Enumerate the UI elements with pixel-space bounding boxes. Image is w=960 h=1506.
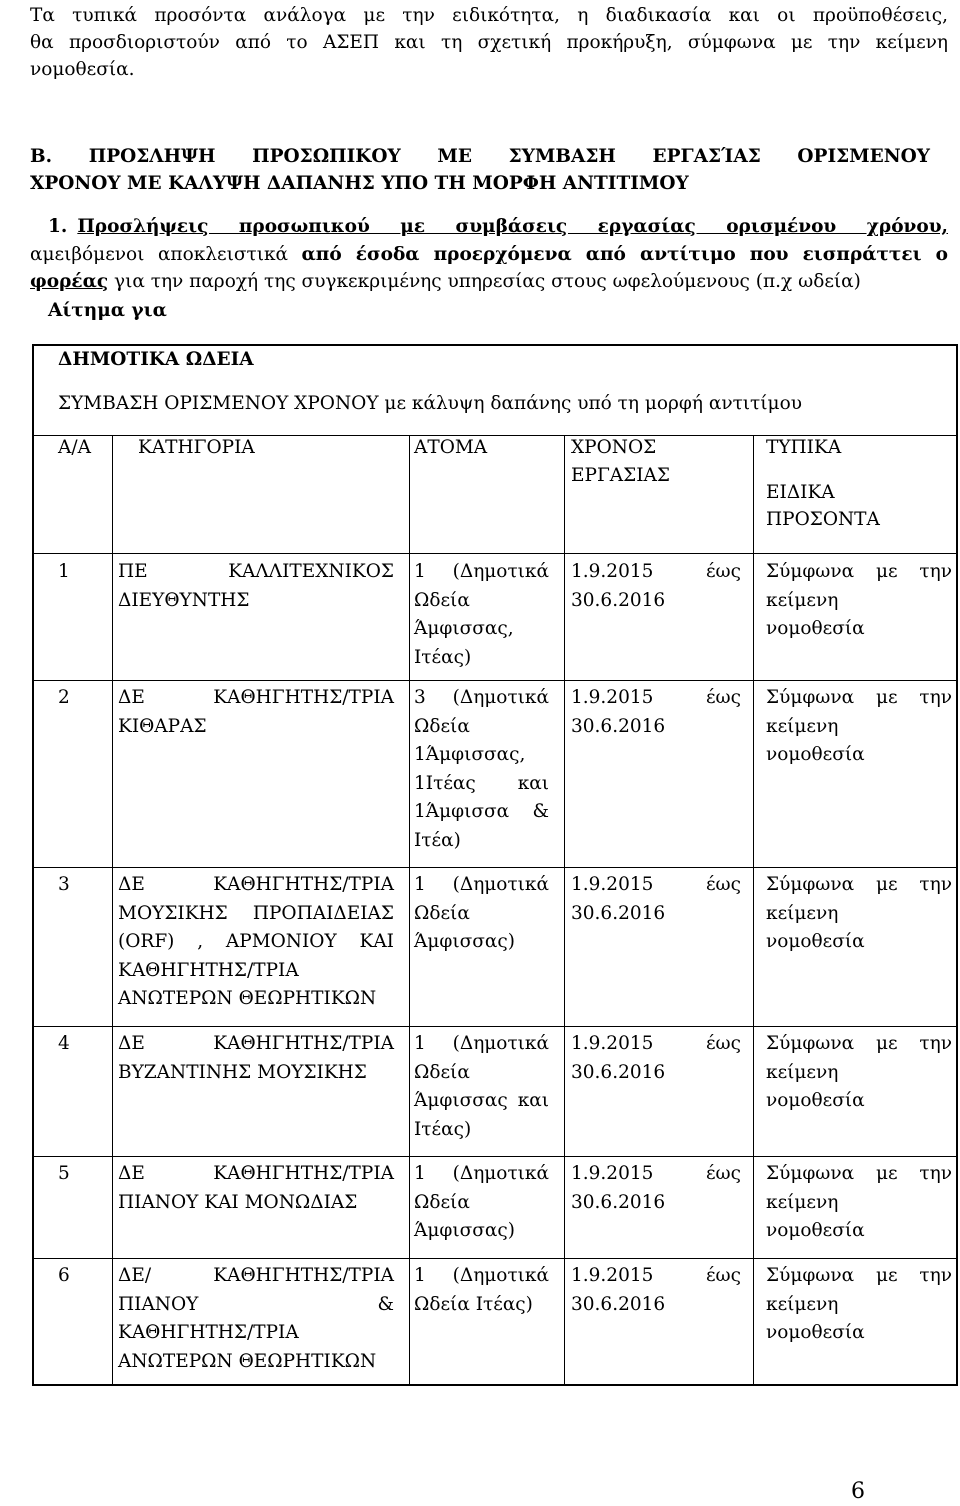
category-line: ΑΝΩΤΕΡΩΝ ΘΕΩΡΗΤΙΚΩΝ (118, 1350, 377, 1372)
persons-line: 1 (Δημοτικά (414, 874, 549, 895)
header-persons: ΑΤΟΜΑ (414, 437, 488, 458)
persons-line: Άμφισσας και (414, 1090, 549, 1111)
intro-line-2: θα προσδιοριστούν από το ΑΣΕΠ και τη σχετική προκήρυξη, σύμφωνα με την κείμενη (30, 32, 948, 53)
row-number: 2 (58, 687, 70, 708)
category-line: ΠΕ ΚΑΛΛΙΤΕΧΝΙΚΟΣ (118, 561, 394, 582)
row-divider (34, 1026, 956, 1027)
persons-line: 1Ιτέας και (414, 772, 549, 794)
persons-line: Ιτέα) (414, 829, 461, 851)
qualifications-line: Σύμφωνα με την (766, 1163, 952, 1184)
header-qualifications-1: ΤΥΠΙΚΑ (766, 437, 842, 458)
persons-line: 1 (Δημοτικά (414, 1265, 549, 1286)
category-line: (ORF) , ΑΡΜΟΝΙΟΥ ΚΑΙ (118, 931, 394, 952)
persons-line: Άμφισσας, (414, 618, 514, 639)
col-divider-4 (753, 435, 754, 1384)
persons-line: Ωδεία (414, 715, 470, 737)
persons-line: Ωδεία (414, 1061, 470, 1083)
persons-line: 1 (Δημοτικά (414, 1033, 549, 1054)
persons-line: Ιτέας) (414, 646, 472, 668)
item-1-line-3 (30, 268, 948, 295)
row-divider (34, 867, 956, 868)
qualifications-line: νομοθεσία (766, 1090, 865, 1111)
persons-line: Ωδεία (414, 902, 470, 924)
qualifications-line: νομοθεσία (766, 1220, 865, 1241)
persons-line: Ωδεία (414, 589, 470, 611)
page-number: 6 (851, 1479, 865, 1504)
qualifications-line: νομοθεσία (766, 744, 865, 765)
category-line: ΑΝΩΤΕΡΩΝ ΘΕΩΡΗΤΙΚΩΝ (118, 988, 377, 1009)
row-divider (34, 1258, 956, 1259)
row-number: 3 (58, 874, 70, 895)
work-period-line: 30.6.2016 (571, 589, 666, 611)
section-b-heading-line-1: Β. ΠΡΟΣΛΗΨΗ ΠΡΟΣΩΠΙΚΟΥ ΜΕ ΣΥΜΒΑΣΗ ΕΡΓΑΣΊΑΣ ΟΡΙΣΜΕΝΟΥ (30, 146, 930, 167)
row-divider (34, 680, 956, 681)
qualifications-line: Σύμφωνα με την (766, 874, 952, 895)
category-line: ΚΑΘΗΓΗΤΗΣ/ΤΡΙΑ (118, 1322, 299, 1343)
col-divider-2 (409, 435, 410, 1384)
work-period-line: 1.9.2015 έως (571, 874, 741, 895)
category-line: ΠΙΑΝΟΥ ΚΑΙ ΜΟΝΩΔΙΑΣ (118, 1191, 358, 1213)
work-period-line: 30.6.2016 (571, 715, 666, 737)
category-line: ΔΕ ΚΑΘΗΓΗΤΗΣ/ΤΡΙΑ (118, 1033, 394, 1054)
row-number: 4 (58, 1033, 70, 1054)
item-1-line-2-plain: αμειβόμενοι αποκλειστικά (30, 244, 289, 265)
header-qualifications-3: ΠΡΟΣΟΝΤΑ (766, 509, 880, 530)
qualifications-line: Σύμφωνα με την (766, 561, 952, 582)
category-line: ΚΙΘΑΡΑΣ (118, 715, 207, 737)
qualifications-line: Σύμφωνα με την (766, 1033, 952, 1054)
item-1-line-3-plain: για την παροχή της συγκεκριμένης υπηρεσίας στους ωφελούμενους (π.χ ωδεία) (114, 271, 861, 292)
request-label: Αίτημα για (48, 300, 167, 321)
persons-line: Άμφισσας) (414, 1220, 515, 1241)
persons-line: Ιτέας) (414, 1118, 472, 1140)
table-header-row (34, 435, 956, 553)
header-aa: Α/Α (58, 437, 91, 458)
col-divider-1 (112, 435, 113, 1384)
col-divider-3 (564, 435, 565, 1384)
category-line: ΒΥΖΑΝΤΙΝΗΣ ΜΟΥΣΙΚΗΣ (118, 1061, 367, 1083)
qualifications-line: κείμενη (766, 1191, 839, 1213)
persons-line: 3 (Δημοτικά (414, 687, 549, 708)
category-line: ΠΙΑΝΟΥ & (118, 1293, 394, 1315)
row-divider-0 (34, 553, 956, 554)
item-1-line-3-bold: φορέας (30, 271, 109, 292)
item-1-number: 1. (48, 216, 68, 237)
row-number: 1 (58, 561, 70, 582)
category-line: ΔΕ ΚΑΘΗΓΗΤΗΣ/ΤΡΙΑ (118, 687, 394, 708)
persons-line: 1Άμφισσας, (414, 744, 526, 765)
item-1-line-1 (48, 213, 948, 240)
persons-line: Ωδεία Ιτέας) (414, 1293, 533, 1315)
category-line: ΔΕ ΚΑΘΗΓΗΤΗΣ/ΤΡΙΑ (118, 874, 394, 895)
work-period-line: 30.6.2016 (571, 1191, 666, 1213)
category-line: ΔΕ ΚΑΘΗΓΗΤΗΣ/ΤΡΙΑ (118, 1163, 394, 1184)
qualifications-line: νομοθεσία (766, 618, 865, 639)
persons-line: Άμφισσας) (414, 931, 515, 952)
work-period-line: 1.9.2015 έως (571, 561, 741, 582)
qualifications-line: κείμενη (766, 589, 839, 611)
work-period-line: 1.9.2015 έως (571, 1033, 741, 1054)
qualifications-line: κείμενη (766, 902, 839, 924)
qualifications-line: κείμενη (766, 715, 839, 737)
category-line: ΜΟΥΣΙΚΗΣ ΠΡΟΠΑΙΔΕΙΑΣ (118, 902, 394, 924)
work-period-line: 1.9.2015 έως (571, 1265, 741, 1286)
header-time-1: ΧΡΟΝΟΣ (571, 437, 657, 458)
persons-line: 1Άμφισσα & (414, 801, 549, 822)
qualifications-line: Σύμφωνα με την (766, 1265, 952, 1286)
persons-line: 1 (Δημοτικά (414, 561, 549, 582)
row-divider (34, 1156, 956, 1157)
qualifications-line: Σύμφωνα με την (766, 687, 952, 708)
item-1-line-2-bold: από έσοδα προερχόμενα από αντίτιμο που εισπράττει ο (301, 244, 948, 265)
item-1-title: Προσλήψεις προσωπικού με συμβάσεις εργασίας ορισμένου χρόνου, (77, 216, 948, 237)
table-subtitle: ΣΥΜΒΑΣΗ ΟΡΙΣΜΕΝΟΥ ΧΡΟΝΟΥ με κάλυψη δαπάνης υπό τη μορφή αντιτίμου (58, 393, 802, 414)
work-period-line: 30.6.2016 (571, 1293, 666, 1315)
qualifications-line: νομοθεσία (766, 931, 865, 952)
qualifications-line: κείμενη (766, 1293, 839, 1315)
header-category: ΚΑΤΗΓΟΡΙΑ (138, 437, 255, 458)
work-period-line: 30.6.2016 (571, 1061, 666, 1083)
category-line: ΔΕ/ ΚΑΘΗΓΗΤΗΣ/ΤΡΙΑ (118, 1265, 394, 1286)
qualifications-line: κείμενη (766, 1061, 839, 1083)
persons-line: 1 (Δημοτικά (414, 1163, 549, 1184)
section-b-heading-line-2: ΧΡΟΝΟΥ ΜΕ ΚΑΛΥΨΗ ΔΑΠΑΝΗΣ ΥΠΟ ΤΗ ΜΟΡΦΗ ΑΝΤΙΤΙΜΟΥ (30, 173, 689, 194)
conservatory-table (32, 344, 958, 1386)
row-number: 6 (58, 1265, 70, 1286)
work-period-line: 1.9.2015 έως (571, 687, 741, 708)
work-period-line: 30.6.2016 (571, 902, 666, 924)
category-line: ΔΙΕΥΘΥΝΤΗΣ (118, 589, 250, 611)
qualifications-line: νομοθεσία (766, 1322, 865, 1343)
row-number: 5 (58, 1163, 70, 1184)
header-time-2: ΕΡΓΑΣΙΑΣ (571, 465, 670, 486)
header-qualifications-2: ΕΙΔΙΚΑ (766, 482, 835, 503)
work-period-line: 1.9.2015 έως (571, 1163, 741, 1184)
item-1-line-2 (30, 241, 948, 268)
intro-line-3: νομοθεσία. (30, 59, 135, 80)
category-line: ΚΑΘΗΓΗΤΗΣ/ΤΡΙΑ (118, 959, 299, 981)
table-title: ΔΗΜΟΤΙΚΑ ΩΔΕΙΑ (58, 349, 254, 370)
persons-line: Ωδεία (414, 1191, 470, 1213)
intro-line-1: Τα τυπικά προσόντα ανάλογα με την ειδικότητα, η διαδικασία και οι προϋποθέσεις, (30, 5, 948, 26)
